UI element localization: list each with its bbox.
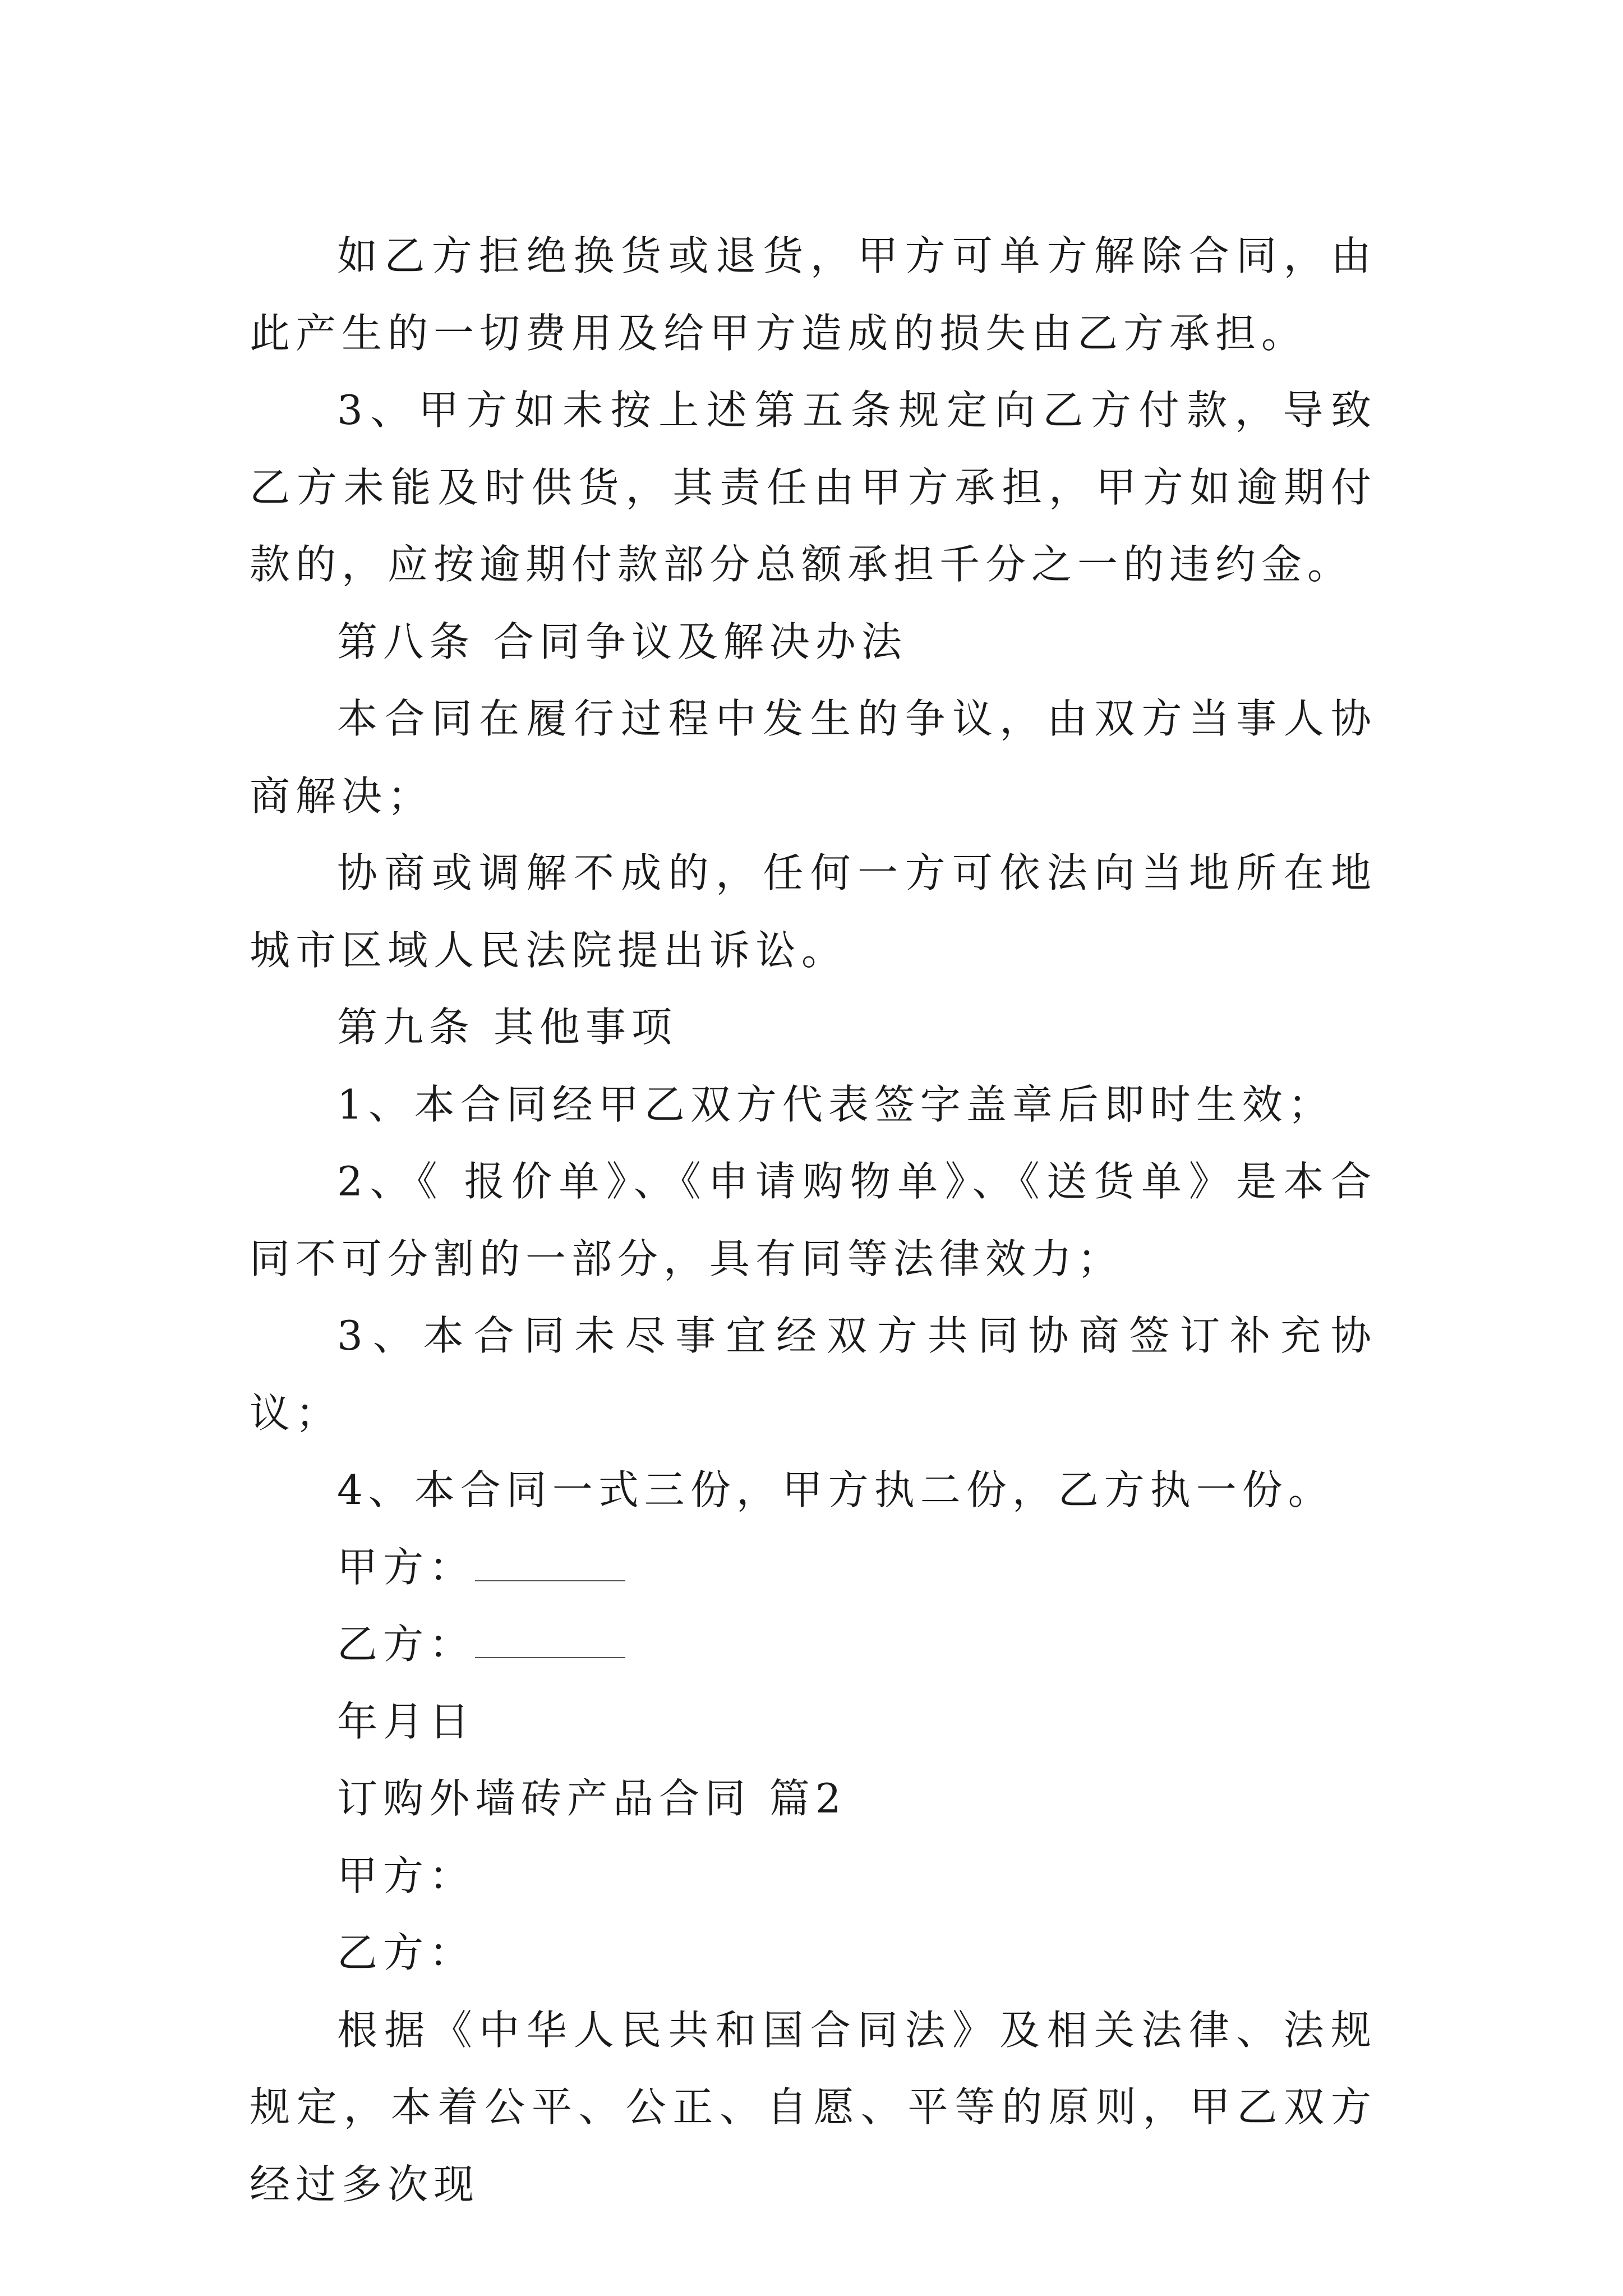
paragraph: 本合同在履行过程中发生的争议，由双方当事人协商解决； (250, 695, 1377, 820)
party-a-blank (475, 1580, 625, 1581)
section-party-b: 乙方： (337, 1929, 476, 1976)
party-b-blank (475, 1657, 625, 1658)
signature-line-party-b (250, 1606, 1377, 1683)
section-title: 订购外墙砖产品合同 篇2 (337, 1775, 847, 1822)
paragraph: 协商或调解不成的，任何一方可依法向当地所在地城市区域人民法院提出诉讼。 (250, 849, 1377, 974)
party-a-label: 甲方： (337, 1543, 476, 1591)
article-heading: 第八条 合同争议及解决办法 (337, 618, 907, 665)
paragraph: 3、甲方如未按上述第五条规定向乙方付款，导致乙方未能及时供货，其责任由甲方承担，甲方如逾期付款的，应按逾期付款部分总额承担千分之一的违约金。 (250, 386, 1377, 588)
paragraph: 如乙方拒绝换货或退货，甲方可单方解除合同，由此产生的一切费用及给甲方造成的损失由乙方承担。 (250, 232, 1377, 357)
document-body (250, 218, 1377, 2223)
paragraph: 3、本合同未尽事宜经双方共同协商签订补充协议； (250, 1312, 1377, 1437)
section-intro: 根据《中华人民共和国合同法》及相关法律、法规规定，本着公平、公正、自愿、平等的原则，甲乙双方经过多次现 (250, 2006, 1377, 2208)
paragraph: 2、《 报价单》、《申请购物单》、《送货单》是本合同不可分割的一部分，具有同等法律效力； (250, 1158, 1377, 1282)
paragraph: 1、本合同经甲乙双方代表签字盖章后即时生效； (337, 1080, 1334, 1128)
date-line: 年月日 (337, 1697, 476, 1745)
signature-line-party-a (250, 1529, 1377, 1607)
article-heading: 第九条 其他事项 (337, 1004, 677, 1051)
party-b-label: 乙方： (337, 1621, 476, 1668)
paragraph: 4、本合同一式三份，甲方执二份，乙方执一份。 (337, 1466, 1334, 1513)
section-party-a: 甲方： (337, 1852, 476, 1899)
